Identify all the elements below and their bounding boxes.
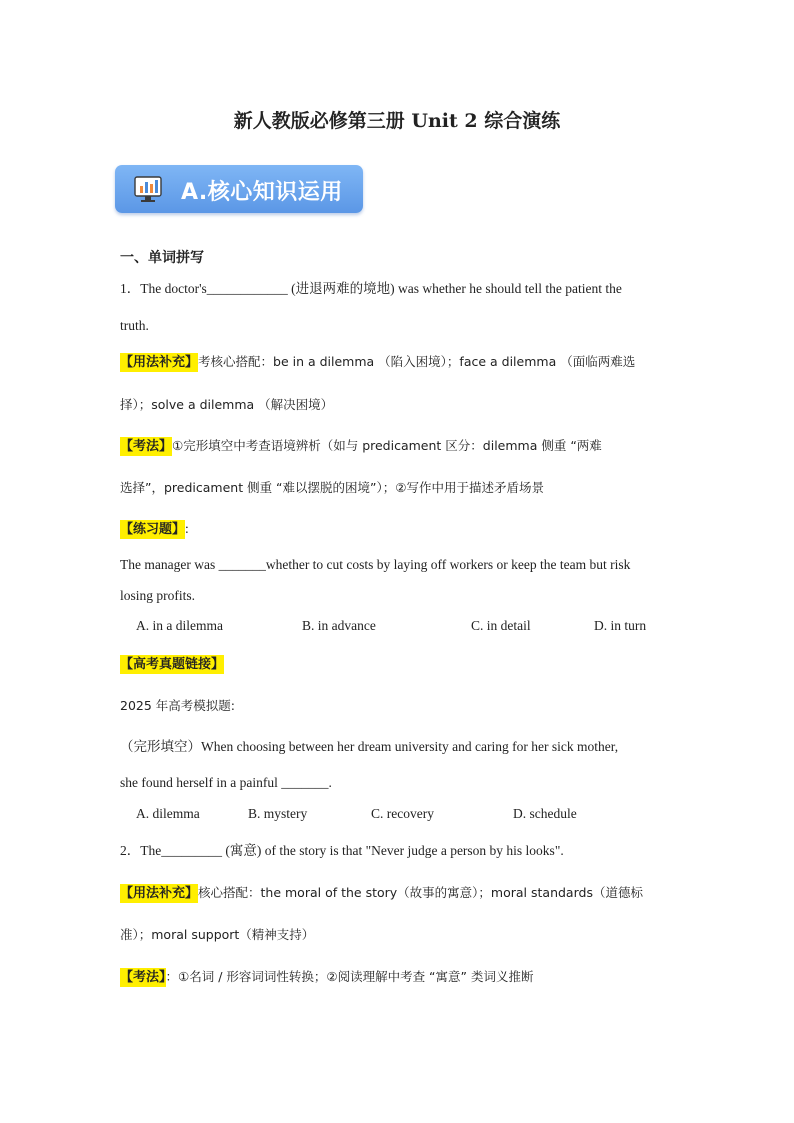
q1-gaokao-heading	[120, 655, 224, 674]
practice-option-c: C. in detail	[471, 618, 531, 633]
gaokao-option-b: B. mystery	[248, 806, 308, 821]
usage-text: 考核心搭配：be in a dilemma （陷入困境）；face a dilemma （面临两难选	[198, 354, 636, 369]
gaokao-option-d: D. schedule	[513, 806, 577, 821]
usage-tag: 【用法补充】	[120, 886, 199, 901]
q1-exam-line1	[120, 437, 602, 456]
q1-usage-line1	[120, 353, 635, 372]
banner-label: A.核心知识运用	[181, 180, 343, 205]
section-banner	[115, 165, 363, 213]
gaokao-option-c: C. recovery	[371, 806, 434, 821]
practice-tag: 【练习题】	[120, 522, 186, 537]
q1-practice-heading: 【练习题】:	[120, 521, 189, 537]
section-heading: 一、单词拼写	[120, 250, 204, 266]
gaokao-option-a: A. dilemma	[136, 806, 200, 821]
exam-text: ：①名词 / 形容词词性转换；②阅读理解中考查 “寓意” 类词义推断	[165, 969, 534, 984]
q2-usage-line1	[120, 884, 643, 903]
usage-text: 核心搭配：the moral of the story（故事的寓意）；moral standards（道德标	[198, 885, 643, 900]
exam-tag: 【考法】	[120, 970, 166, 985]
exam-text: ①完形填空中考查语境辨析（如与 predicament 区分：dilemma 侧重 “两难	[172, 438, 602, 453]
q2-exam-line1	[120, 968, 534, 987]
q1-usage-line2: 择）；solve a dilemma （解决困境）	[120, 397, 334, 412]
practice-option-a: A. in a dilemma	[136, 618, 223, 633]
q1-stem-line2: truth.	[120, 318, 149, 333]
q1-stem-line1: 1．The doctor's____________ (进退两难的境地) was whether he should tell the patient the	[120, 281, 622, 296]
practice-option-b: B. in advance	[302, 618, 376, 633]
q1-exam-line2: 选择”，predicament 侧重 “难以摆脱的困境”）；②写作中用于描述矛盾场景	[120, 480, 544, 495]
q1-practice-line2: losing profits.	[120, 588, 196, 603]
q2-stem: 2．The_________ (寓意) of the story is that "Never judge a person by his looks".	[120, 843, 564, 858]
page-title: 新人教版必修第三册 Unit 2 综合演练	[233, 110, 561, 132]
q1-gaokao-line1: （完形填空）When choosing between her dream university and caring for her sick mother,	[120, 739, 619, 754]
practice-option-d: D. in turn	[594, 618, 647, 633]
usage-tag: 【用法补充】	[120, 355, 199, 370]
q1-gaokao-line2: she found herself in a painful _______.	[120, 775, 332, 790]
gaokao-tag: 【高考真题链接】	[120, 657, 225, 672]
exam-tag: 【考法】	[120, 439, 173, 454]
monitor-chart-icon	[133, 174, 163, 204]
q2-usage-line2: 准）；moral support（精神支持）	[120, 927, 315, 942]
q1-gaokao-year: 2025 年高考模拟题:	[120, 698, 235, 713]
q1-practice-line1: The manager was _______whether to cut costs by laying off workers or keep the team but risk	[120, 557, 631, 572]
